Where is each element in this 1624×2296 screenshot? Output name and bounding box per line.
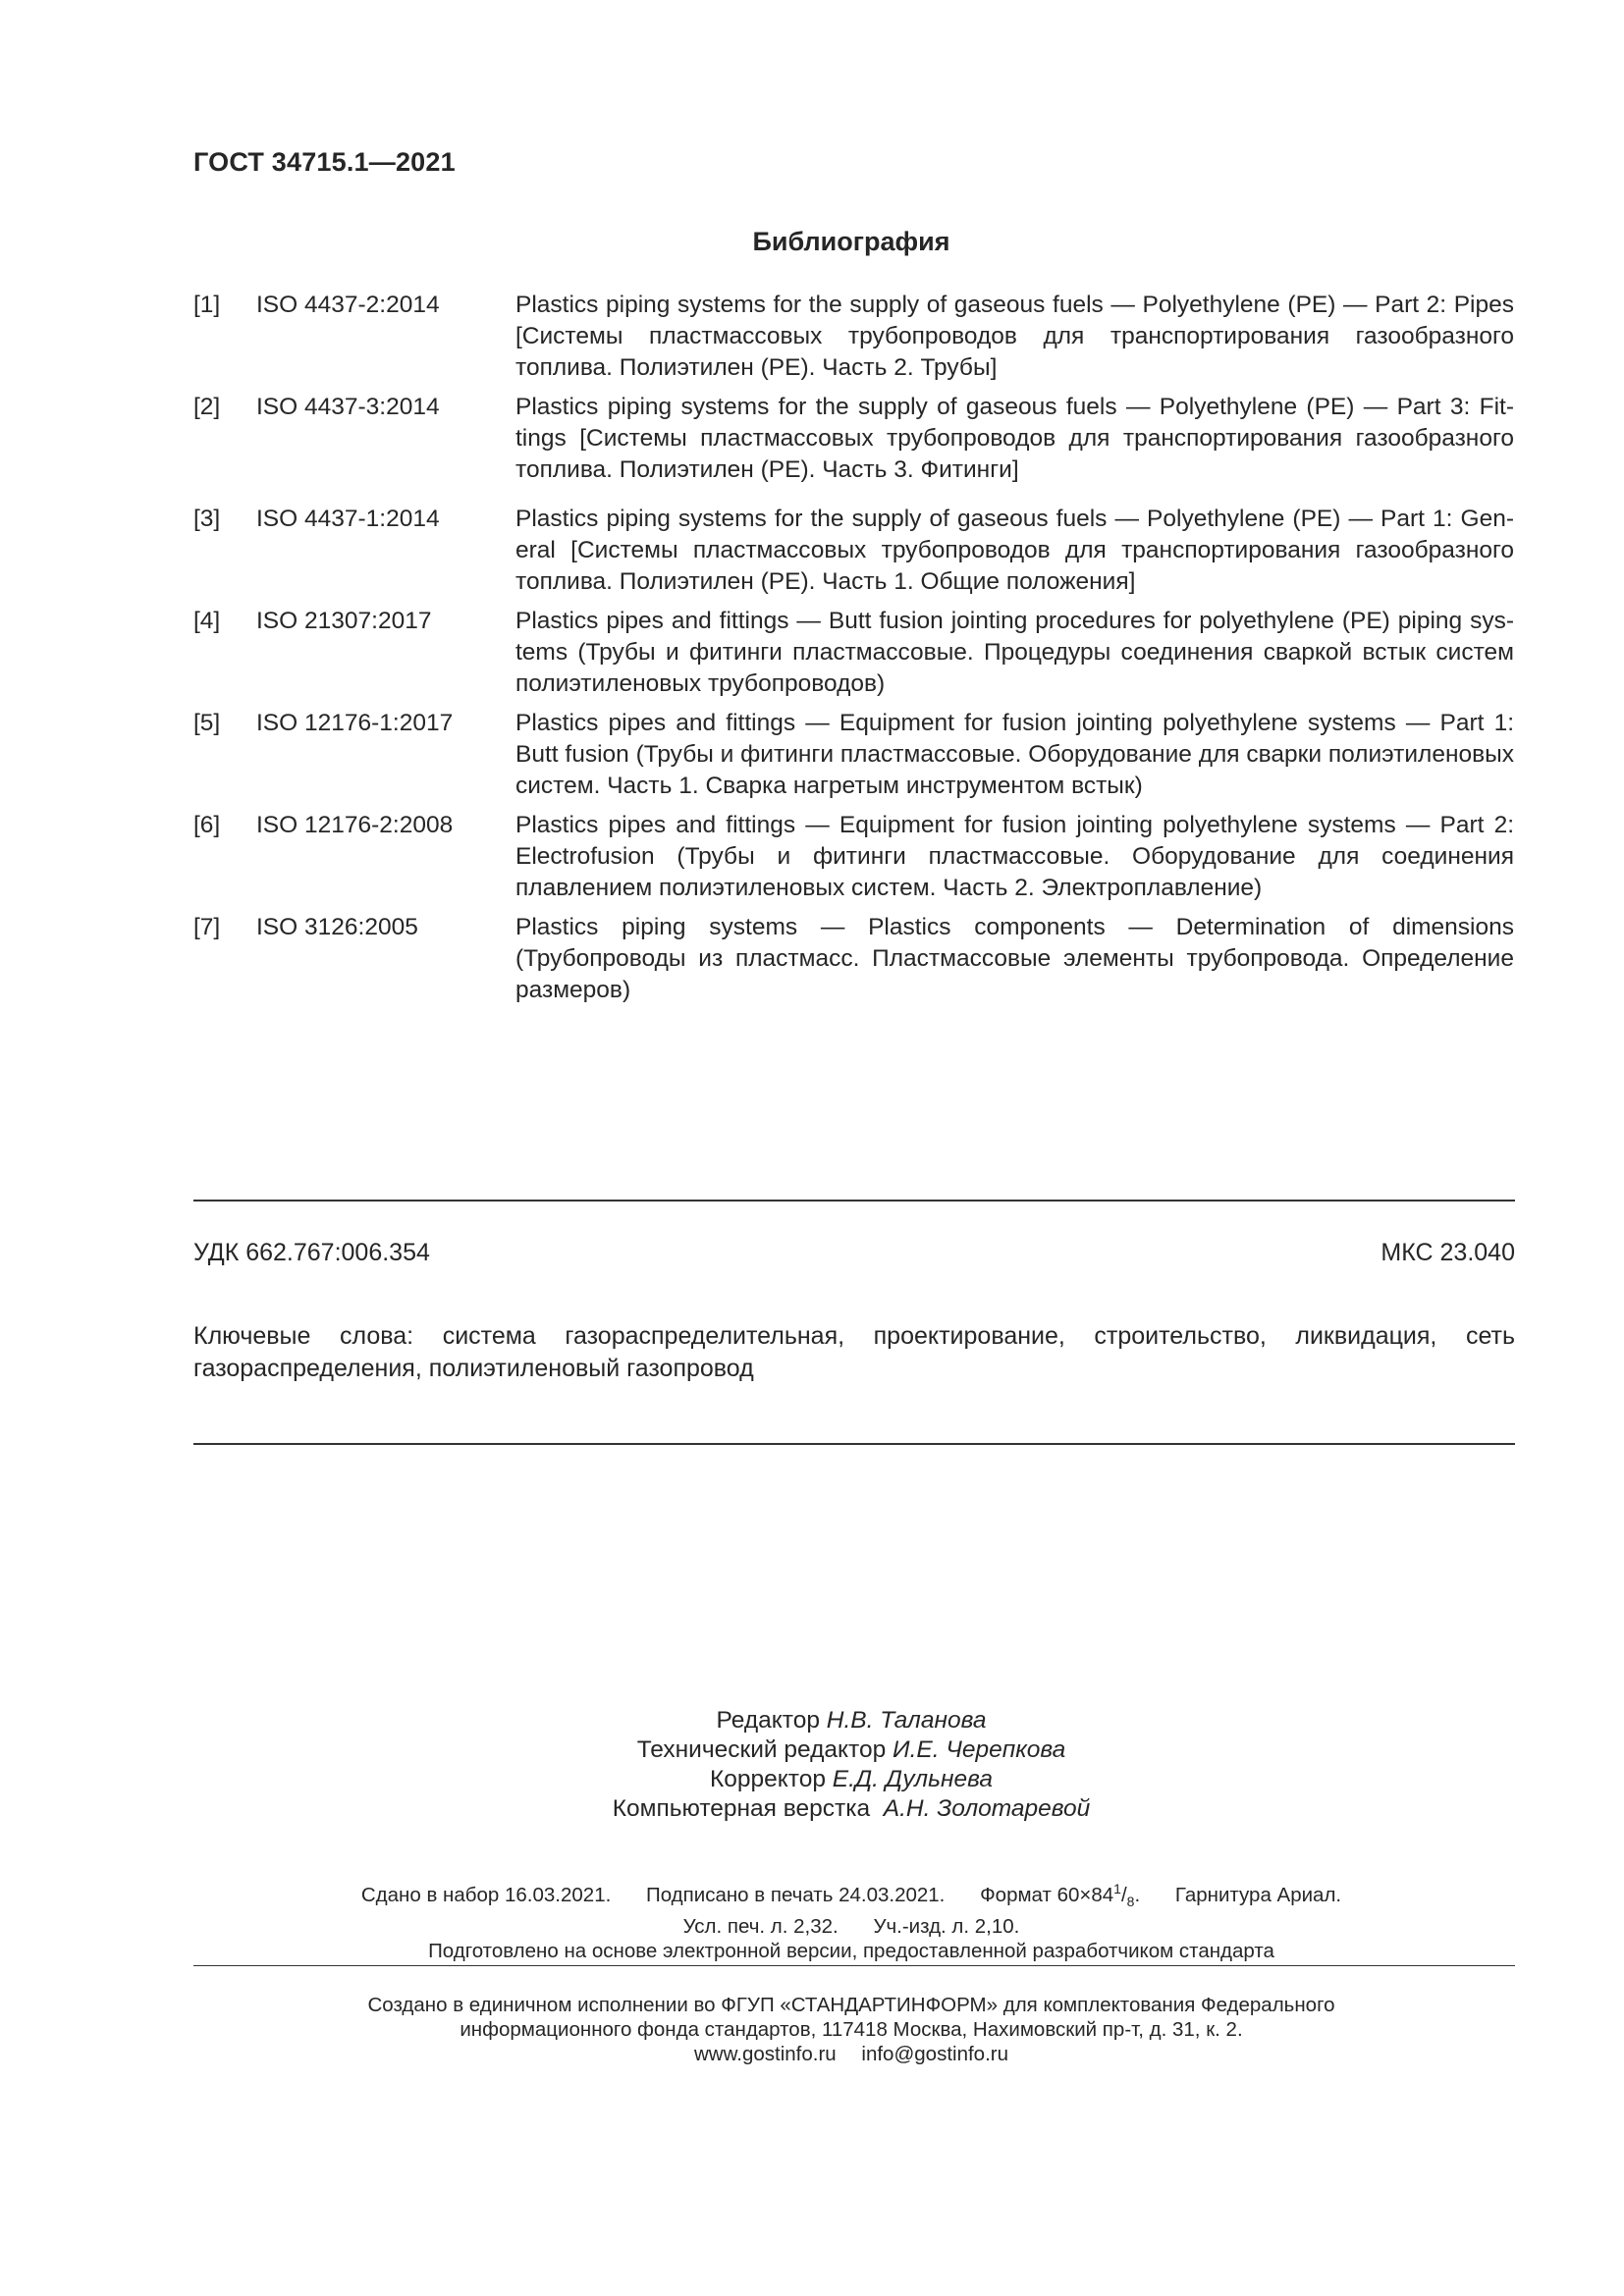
entry-text: Plastics piping systems for the supply of gaseous fuels — Polyethylene (PE) — Part 2: Pipes [Системы пластмассовых трубопроводов для транспортирования газообразного топлива. Полиэтилен (PE). Часть 2. Трубы] bbox=[515, 292, 1514, 381]
entry-code: ISO 4437-2:2014 bbox=[256, 292, 440, 318]
footer-contacts bbox=[0, 2042, 1624, 2066]
imprint-block bbox=[0, 1877, 1624, 1963]
entry-code: ISO 12176-1:2017 bbox=[256, 710, 454, 736]
classification-row bbox=[193, 1239, 1515, 1267]
imprint-line-2 bbox=[0, 1914, 1624, 1939]
footer-line-2: информационного фонда стандартов, 117418 Москва, Нахимовский пр-т, д. 31, к. 2. bbox=[460, 2018, 1243, 2041]
publisher-sheets: Уч.-изд. л. 2,10. bbox=[873, 1914, 1020, 1938]
credit-name: Е.Д. Дульнева bbox=[832, 1766, 993, 1792]
bibliography-entry bbox=[193, 606, 1514, 700]
footer-block bbox=[0, 1993, 1624, 2066]
bibliography-entry bbox=[193, 290, 1514, 384]
entry-text: Plastics pipes and fittings — Equipment for fusion jointing polyethylene systems — Part 1: Butt fusion (Трубы и фитинги пластмассовые. Оборудование для сварки полиэтиленовых систем. Часть 1. Сварка нагретым инструментом встык) bbox=[515, 710, 1514, 799]
standard-number: ГОСТ 34715.1—2021 bbox=[193, 147, 456, 177]
print-format: Формат $60\times 84^1/_8$. bbox=[980, 1881, 1141, 1909]
entry-text: Plastics piping systems for the supply of gaseous fuels — Polyethylene (PE) — Part 3: Fit-tings [Системы пластмассовых трубопроводов для транспортирования газообразного топлива. Полиэтилен (PE). Часть 3. Фитинги] bbox=[515, 394, 1514, 483]
credit-name: Н.В. Таланова bbox=[826, 1707, 987, 1734]
entry-code: ISO 3126:2005 bbox=[256, 914, 418, 940]
entry-number: [1] bbox=[193, 292, 221, 318]
entry-number: [7] bbox=[193, 914, 221, 940]
entry-text: Plastics pipes and fittings — Butt fusion jointing procedures for polyethylene (PE) piping sys-tems (Трубы и фитинги пластмассовые. Процедуры соединения сваркой встык систем полиэтиленовых трубопроводов) bbox=[515, 608, 1514, 697]
entry-text: Plastics pipes and fittings — Equipment for fusion jointing polyethylene systems — Part 2: Electrofusion (Трубы и фитинги пластмассовые. Оборудование для соединения плавлением полиэтиленовых систем. Часть 2. Электроплавление) bbox=[515, 812, 1514, 901]
footer-line-1: Создано в единичном исполнении во ФГУП «СТАНДАРТИНФОРМ» для комплектования Федерального bbox=[367, 1994, 1335, 2016]
credits-block bbox=[0, 1706, 1624, 1824]
bibliography-title: Библиография bbox=[752, 227, 950, 256]
entry-code: ISO 4437-3:2014 bbox=[256, 394, 440, 420]
credit-role: Технический редактор bbox=[636, 1736, 887, 1763]
bibliography-entry bbox=[193, 708, 1514, 802]
typeface: Гарнитура Ариал. bbox=[1174, 1883, 1342, 1906]
prepared-note: Подготовлено на основе электронной версии, предоставленной разработчиком стандарта bbox=[428, 1939, 1274, 1962]
entry-number: [6] bbox=[193, 812, 221, 838]
bibliography-entry bbox=[193, 810, 1514, 904]
entry-code: ISO 4437-1:2014 bbox=[256, 506, 440, 532]
credit-role: Корректор bbox=[710, 1766, 826, 1792]
bibliography-entry bbox=[193, 912, 1514, 1006]
bibliography-list bbox=[193, 290, 1514, 1014]
udk-code: УДК 662.767:006.354 bbox=[193, 1239, 430, 1266]
typeset-date: Сдано в набор 16.03.2021. bbox=[360, 1883, 612, 1906]
keywords: Ключевые слова: система газораспределительная, проектирование, строительство, ликвидация, сеть газораспределения, полиэтиленовый газопровод bbox=[193, 1322, 1515, 1382]
credit-line bbox=[0, 1706, 1624, 1735]
imprint-line-1 bbox=[0, 1877, 1624, 1914]
divider-top bbox=[193, 1200, 1515, 1201]
credit-line bbox=[0, 1794, 1624, 1824]
entry-code: ISO 21307:2017 bbox=[256, 608, 432, 634]
entry-text: Plastics piping systems for the supply of gaseous fuels — Polyethylene (PE) — Part 1: Gen-eral [Системы пластмассовых трубопроводов для транспортирования газообразного топлива. Полиэтилен (PE). Часть 1. Общие положения] bbox=[515, 506, 1514, 595]
credit-role: Компьютерная верстка bbox=[612, 1795, 871, 1822]
signed-date: Подписано в печать 24.03.2021. bbox=[646, 1883, 946, 1906]
credit-name: И.Е. Черепкова bbox=[893, 1736, 1066, 1763]
credit-name: А.Н. Золотаревой bbox=[883, 1795, 1091, 1822]
credit-role: Редактор bbox=[716, 1707, 820, 1734]
entry-number: [5] bbox=[193, 710, 221, 736]
entry-number: [3] bbox=[193, 506, 221, 532]
bibliography-entry bbox=[193, 392, 1514, 486]
print-sheets: Усл. печ. л. 2,32. bbox=[682, 1914, 839, 1938]
entry-text: Plastics piping systems — Plastics components — Determination of dimensions (Трубопроводы из пластмасс. Пластмассовые элементы трубопровода. Определение размеров) bbox=[515, 914, 1514, 1003]
website-link[interactable]: www.gostinfo.ru bbox=[694, 2043, 837, 2065]
divider-imprint bbox=[193, 1965, 1515, 1966]
entry-number: [4] bbox=[193, 608, 221, 634]
entry-number: [2] bbox=[193, 394, 221, 420]
credit-line bbox=[0, 1765, 1624, 1794]
entry-code: ISO 12176-2:2008 bbox=[256, 812, 454, 838]
divider-bottom bbox=[193, 1443, 1515, 1445]
email-link[interactable]: info@gostinfo.ru bbox=[861, 2043, 1008, 2065]
mks-code: МКС 23.040 bbox=[1380, 1239, 1515, 1266]
credit-line bbox=[0, 1735, 1624, 1765]
bibliography-entry bbox=[193, 504, 1514, 598]
